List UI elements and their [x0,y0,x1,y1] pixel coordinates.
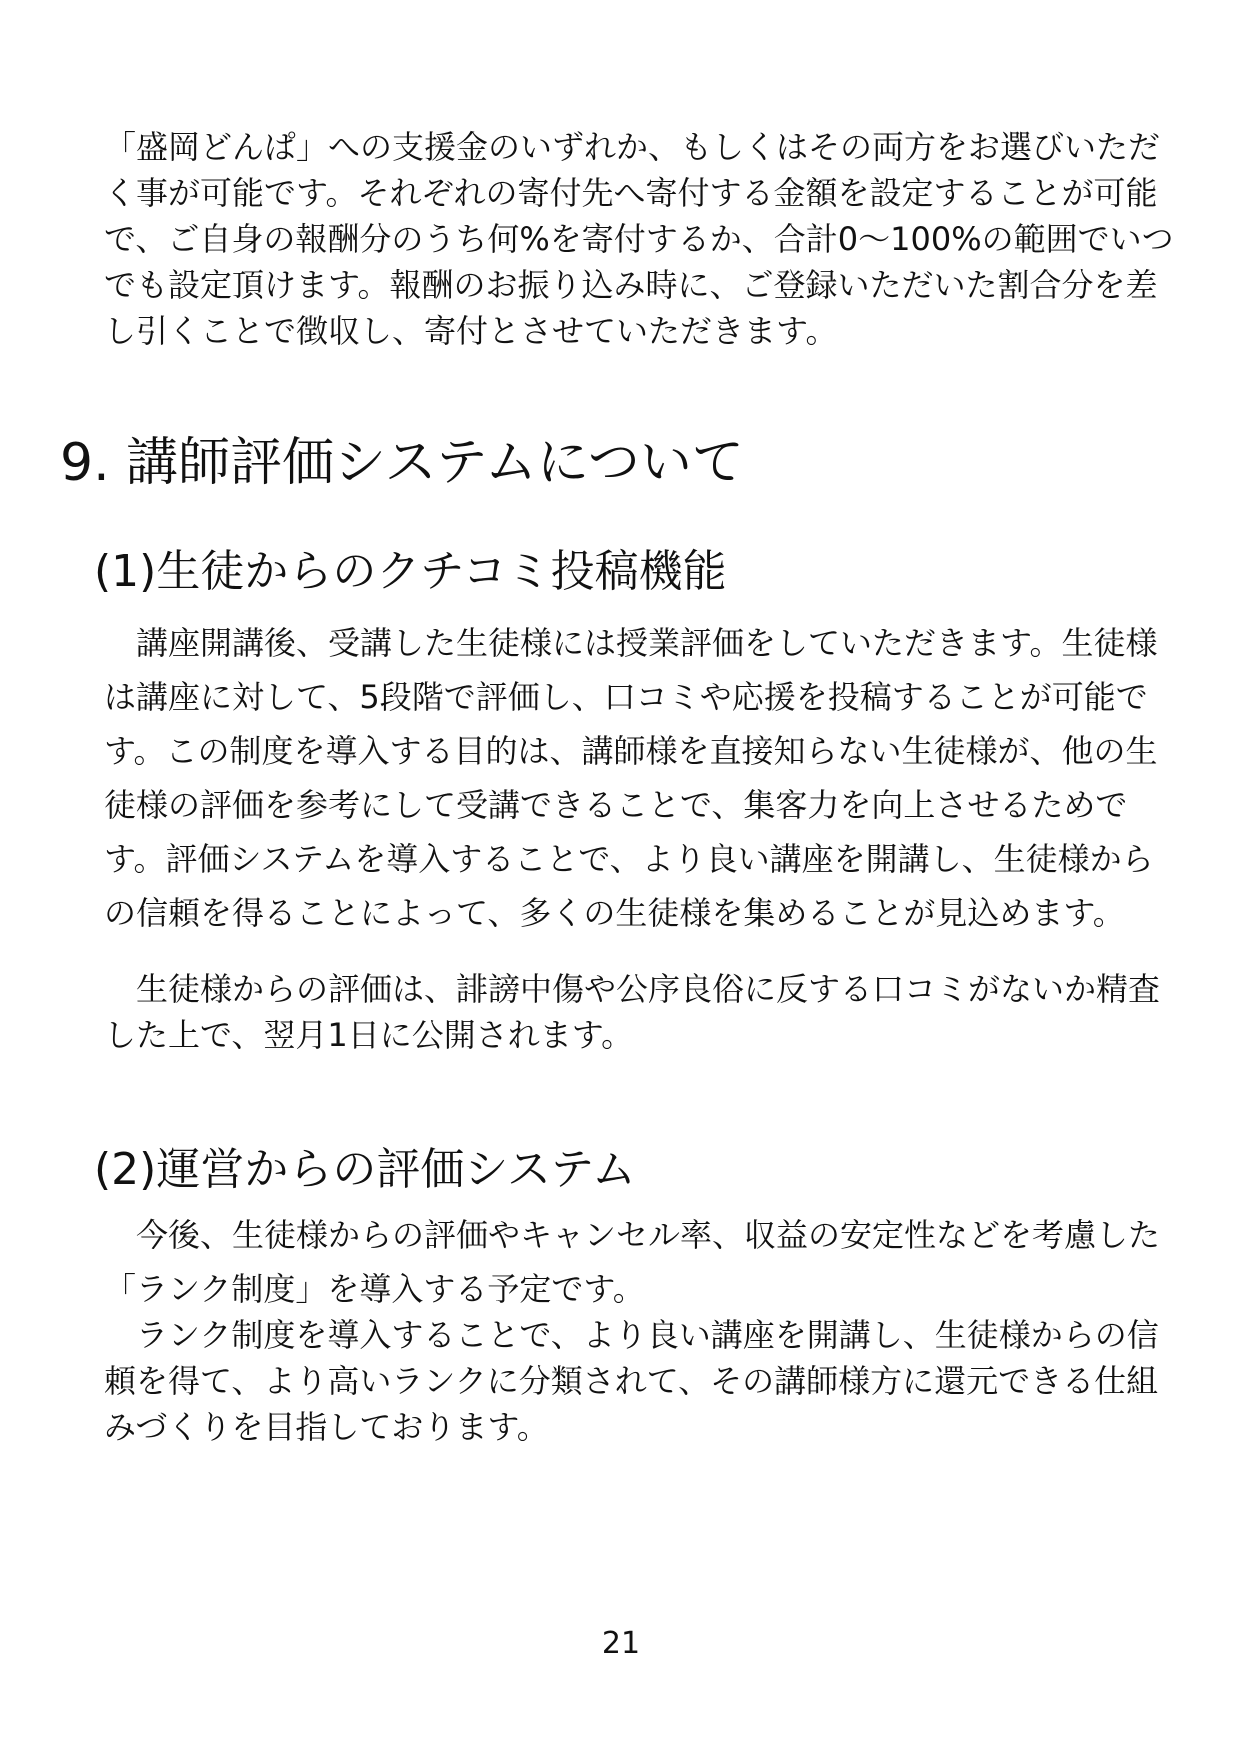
section-heading: 9. 講師評価システムについて [60,433,744,493]
subsection-2-paragraph-2: ランク制度を導入することで、より良い講座を開講し、生徒様からの信頼を得て、より高いランクに分類されて、その講師様方に還元できる仕組みづくりを目指しております。 [104,1316,1159,1446]
subsection-2-paragraph-1: 今後、生徒様からの評価やキャンセル率、収益の安定性などを考慮した「ランク制度」を導入する予定です。 [104,1216,1161,1308]
subsection-1-paragraph-2: 生徒様からの評価は、誹謗中傷や公序良俗に反する口コミがないか精査した上で、翌月1日に公開されます。 [104,970,1161,1054]
page-number: 21 [601,1626,641,1661]
intro-paragraph: 「盛岡どんぱ」への支援金のいずれか、もしくはその両方をお選びいただく事が可能です。それぞれの寄付先へ寄付する金額を設定することが可能で、ご自身の報酬分のうち何%を寄付するか、合計0～100%の範囲でいつでも設定頂けます。報酬のお振り込み時に、ご登録いただいた割合分を差し引くことで徴収し、寄付とさせていただきます。 [104,128,1174,350]
subsection-2-heading: (2)運営からの評価システム [94,1144,636,1195]
subsection-1-paragraph-1: 講座開講後、受講した生徒様には授業評価をしていただきます。生徒様は講座に対して、5段階で評価し、口コミや応援を投稿することが可能です。この制度を導入する目的は、講師様を直接知らない生徒様が、他の生徒様の評価を参考にして受講できることで、集客力を向上させるためです。評価システムを導入することで、より良い講座を開講し、生徒様からの信頼を得ることによって、多くの生徒様を集めることが見込めます。 [104,624,1158,932]
subsection-1-heading: (1)生徒からのクチコミ投稿機能 [94,546,727,597]
